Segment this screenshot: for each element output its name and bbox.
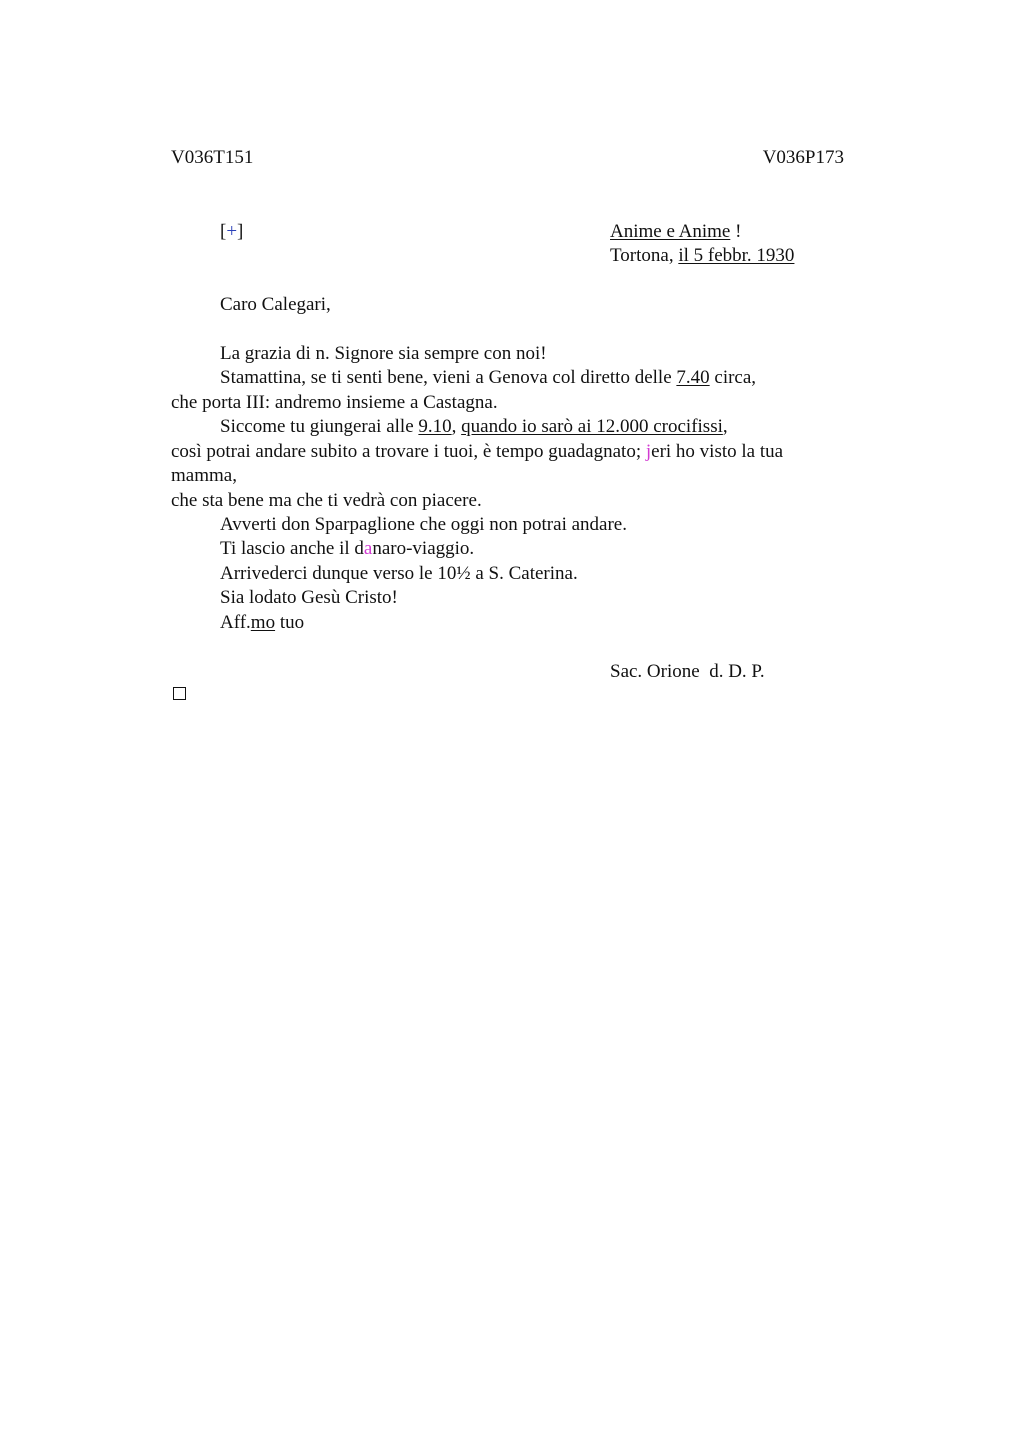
train-time-740: 7.40	[676, 367, 710, 388]
closing-aff: Aff.	[220, 612, 251, 633]
body-line-3: che porta III: andremo insieme a Castagna.	[171, 392, 498, 413]
document-code-right: V036P173	[762, 147, 844, 168]
checkbox-square-icon[interactable]	[173, 687, 186, 700]
place: Tortona,	[610, 245, 679, 266]
annotated-letter-a: a	[363, 538, 373, 559]
body-line-10: Arrivederci dunque verso le 10½ a S. Caterina.	[220, 563, 578, 584]
body-line-8: Avverti don Sparpaglione che oggi non potrai andare.	[220, 514, 627, 535]
body-line-6: mamma,	[171, 465, 237, 486]
annotated-letter-j: j	[645, 441, 652, 462]
body-line-4-end: ,	[722, 416, 728, 437]
body-line-4-sep: ,	[451, 416, 462, 437]
motto: Anime e Anime	[610, 221, 731, 242]
crocifissi-phrase: quando io sarò ai 12.000 crocifissi	[461, 416, 723, 437]
cross-bracket-close: ]	[237, 221, 244, 242]
body-line-9	[220, 537, 474, 561]
closing-tuo: tuo	[275, 612, 305, 633]
signature: Sac. Orione d. D. P.	[610, 661, 765, 682]
cross-plus-icon: +	[226, 221, 238, 242]
body-line-2-text-b: circa,	[709, 367, 757, 388]
cross-bracket-open: [	[220, 221, 227, 242]
body-line-11: Sia lodato Gesù Cristo!	[220, 587, 398, 608]
body-line-9-text-a: Ti lascio anche il d	[220, 538, 364, 559]
body-line-1: La grazia di n. Signore sia sempre con noi!	[220, 343, 547, 364]
motto-suffix: !	[730, 221, 742, 242]
closing-line	[220, 611, 304, 635]
body-line-4	[220, 415, 728, 439]
body-line-9-text-b: naro-viaggio.	[372, 538, 475, 559]
body-line-2-text-a: Stamattina, se ti senti bene, vieni a Genova col diretto delle	[220, 367, 677, 388]
arrival-time-910: 9.10	[418, 416, 452, 437]
motto-line	[610, 220, 741, 244]
body-line-5-text-a: così potrai andare subito a trovare i tuoi, è tempo guadagnato;	[171, 441, 646, 462]
cross-mark	[220, 220, 243, 244]
greeting: Caro Calegari,	[220, 294, 331, 315]
body-line-5-text-b: eri ho visto la tua	[651, 441, 784, 462]
closing-mo: mo	[250, 612, 276, 633]
date: il 5 febbr. 1930	[678, 245, 795, 266]
body-line-5	[171, 440, 783, 464]
body-line-4-text-a: Siccome tu giungerai alle	[220, 416, 419, 437]
document-code-left: V036T151	[171, 147, 254, 168]
body-line-2	[220, 366, 756, 390]
body-line-7: che sta bene ma che ti vedrà con piacere.	[171, 490, 482, 511]
place-date-line	[610, 244, 794, 268]
